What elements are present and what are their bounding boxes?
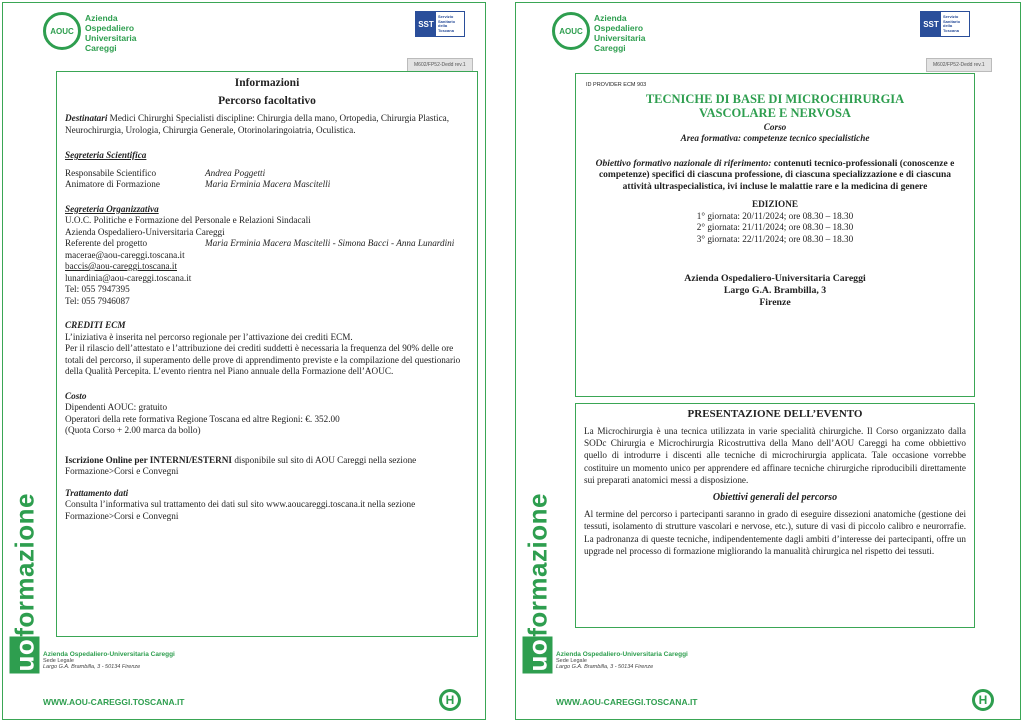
- venue-line: Firenze: [759, 297, 791, 308]
- sst-logo: [920, 11, 970, 37]
- org-line-2: Azienda Ospedaliero-Universitaria Careggi: [65, 226, 225, 237]
- course-area: Area formativa: competenze tecnico specialistiche: [680, 133, 870, 143]
- objectives-heading: Obiettivi generali del percorso: [712, 491, 838, 503]
- info-subtitle: Percorso facoltativo: [218, 94, 316, 107]
- footer-org-name: Azienda Ospedaliero-Universitaria Careggi: [43, 651, 175, 658]
- provider-id: ID PROVIDER ECM 903: [586, 82, 647, 88]
- sst-text: della: [943, 23, 953, 28]
- costo-heading: Costo: [65, 390, 87, 401]
- animatore-value: Maria Erminia Macera Mascitelli: [205, 179, 331, 189]
- sst-text: Servizio: [943, 14, 959, 19]
- destinatari-text: Medici Chirurghi Specialisti discipline: Chirurgia della mano, Ortopedia, Chirurgia Plastica, Neurochirurgia, Urologia, Chirurgia Generale, Otorinolaringoiatria, Oculistica.: [65, 113, 450, 135]
- doc-code: M602/FP52-Dedd rev.1: [407, 58, 473, 72]
- brand-formazione: formazione: [9, 493, 40, 637]
- logo-abbr: AOUC: [559, 26, 583, 36]
- brand-formazione: formazione: [522, 493, 553, 637]
- sst-text: Sanitario: [438, 18, 456, 24]
- course-kind: Corso: [763, 121, 787, 132]
- course-title-line-1: TECNICHE DI BASE DI MICROCHIRURGIA: [645, 91, 905, 106]
- crediti-ecm-heading: CREDITI ECM: [65, 320, 126, 330]
- venue-line: Largo G.A. Brambilla, 3: [723, 285, 827, 296]
- org-line: Universitaria: [594, 33, 646, 43]
- trattamento-dati-heading: Trattamento dati: [65, 487, 129, 498]
- sst-text: della: [438, 23, 448, 28]
- org-line: Careggi: [85, 43, 117, 53]
- ecm-paragraph-1: L’iniziativa è inserita nel percorso regionale per l’attivazione dei crediti ECM.: [65, 331, 353, 342]
- org-logo-text: [85, 13, 137, 53]
- footer-website-link[interactable]: WWW.AOU-CAREGGI.TOSCANA.IT: [43, 697, 185, 707]
- edition-day: 1° giornata: 20/11/2024; ore 08.30 – 18.30: [696, 210, 854, 221]
- sst-mark: SST: [921, 12, 941, 36]
- side-brand: [522, 459, 553, 689]
- org-line: Ospedaliero: [594, 23, 644, 33]
- iscrizione: [65, 455, 469, 478]
- hospital-h-logo: H: [439, 689, 461, 711]
- responsabile-key: Responsabile Scientifico: [65, 167, 157, 178]
- sst-logo: [415, 11, 465, 37]
- org-line: Universitaria: [85, 33, 137, 43]
- objective-label: Obiettivo formativo nazionale di riferimento:: [595, 158, 772, 169]
- hospital-h-logo: H: [972, 689, 994, 711]
- trattamento-dati-text: Consulta l’informativa sul trattamento dei dati sul sito www.aoucareggi.toscana.it nella sezione Formazione>Corsi e Convegni: [65, 499, 416, 521]
- destinatari-label: Destinatari: [65, 113, 108, 123]
- doc-code: M602/FP52-Dedd rev.1: [926, 58, 992, 72]
- aouc-logo: [43, 12, 81, 50]
- presentation-box: [575, 403, 975, 628]
- org-line: Azienda: [85, 13, 118, 23]
- email-link[interactable]: macerae@aou-careggi.toscana.it: [65, 249, 185, 260]
- sst-text: Toscana: [943, 27, 959, 33]
- footer-address: Largo G.A. Brambilla, 3 - 50134 Firenze: [43, 664, 141, 670]
- segreteria-scientifica-heading: Segreteria Scientifica: [65, 150, 147, 160]
- phone-number: Tel: 055 7946087: [65, 295, 130, 306]
- info-title: Informazioni: [234, 77, 300, 89]
- responsabile-value: Andrea Poggetti: [205, 167, 266, 178]
- sst-text: Sanitario: [943, 18, 961, 24]
- phone-number: Tel: 055 7947395: [65, 284, 130, 294]
- logo-abbr: AOUC: [50, 26, 74, 36]
- org-line: Careggi: [594, 43, 626, 53]
- side-brand: [9, 459, 40, 689]
- venue: [586, 273, 964, 309]
- email-link[interactable]: baccis@aou-careggi.toscana.it: [65, 261, 178, 271]
- sst-mark: SST: [416, 12, 436, 36]
- segreteria-organizzativa-heading: Segreteria Organizzativa: [65, 203, 159, 214]
- brand-uo: uo: [522, 638, 553, 672]
- animatore-row: [65, 179, 469, 191]
- costo-line: Dipendenti AOUC: gratuito: [65, 402, 168, 412]
- footer-sede: Sede Legale: [43, 658, 74, 664]
- responsabile-row: [65, 168, 469, 180]
- brand-uo: uo: [9, 638, 40, 672]
- costo-line: Operatori della rete formativa Regione Toscana ed altre Regioni: €. 352.00: [65, 413, 340, 424]
- course-title-line-2: VASCOLARE E NERVOSA: [699, 105, 851, 120]
- iscrizione-bold: Iscrizione Online per INTERNI/ESTERNI: [65, 454, 233, 465]
- course-objective: [586, 159, 964, 194]
- org-line: Ospedaliero: [85, 23, 135, 33]
- footer-org-name: Azienda Ospedaliero-Universitaria Careggi: [556, 651, 688, 658]
- footer-address: Largo G.A. Brambilla, 3 - 50134 Firenze: [556, 664, 654, 670]
- course-title-box: [575, 73, 975, 397]
- referente-row: [65, 238, 469, 250]
- presentation-title: PRESENTAZIONE DELL’EVENTO: [687, 408, 863, 420]
- animatore-key: Animatore di Formazione: [65, 179, 160, 189]
- edition-day: 2° giornata: 21/11/2024; ore 08.30 – 18.30: [696, 222, 854, 232]
- iscrizione-text: disponibile sul sito di AOU Careggi nella sezione Formazione>Corsi e Convegni: [65, 454, 417, 476]
- sst-text: Servizio: [438, 14, 454, 19]
- objective-text: contenuti tecnico-professionali (conoscenze e competenze) specifici di ciascuna professione, di ciascuna specializzazione e di ciascuna attività ultraspecialistica, ivi incluse le malattie rare e la medicina di genere: [598, 158, 955, 192]
- aouc-logo: [552, 12, 590, 50]
- referente-key: Referente del progetto: [65, 238, 148, 248]
- sst-text: Toscana: [438, 27, 454, 33]
- referente-value: Maria Erminia Macera Mascitelli - Simona Bacci - Anna Lunardini: [205, 238, 455, 248]
- edition-day: 3° giornata: 22/11/2024; ore 08.30 – 18.30: [696, 233, 854, 244]
- footer: [43, 651, 463, 711]
- org-line-1: U.O.C. Politiche e Formazione del Personale e Relazioni Sindacali: [65, 215, 311, 225]
- edition-heading: EDIZIONE: [752, 199, 798, 209]
- footer-sede: Sede Legale: [556, 658, 587, 664]
- venue-line: Azienda Ospedaliero-Universitaria Careggi: [684, 273, 866, 284]
- org-line: Azienda: [594, 13, 627, 23]
- presentation-paragraph: La Microchirurgia è una tecnica utilizzata in varie specialità chirurgiche. Il Corso organizzato dalla SODc Chirurgia e Microchirurgia Ricostruttiva della Mano dell’AOU Careggi ha come obbiettivo quello di introdurre i discenti alle tecniche di microchirurgia applicata. Tale occasione vorrebbe costituire un momento unico per apprendere ed affinare tecniche chirurgiche riproducibili direttamente sui preparati anatomici messi a disposizione.: [584, 425, 966, 486]
- destinatari: [65, 113, 469, 136]
- footer-website-link[interactable]: WWW.AOU-CAREGGI.TOSCANA.IT: [556, 697, 698, 707]
- email-link[interactable]: lunardinia@aou-careggi.toscana.it: [65, 272, 192, 283]
- info-box: [56, 71, 478, 637]
- objectives-paragraph: Al termine del percorso i partecipanti saranno in grado di eseguire dissezioni anatomiche (gestione dei tessuti, isolamento di strutture vascolari e nervose, etc.), suture di vasi di piccolo calibro e neurorrafie. La padronanza di queste tecniche, indipendentemente dagli ambiti d’interesse dei partecipanti, offre un upgrade nel processo di formazione migliorando la manualità chirurgica nel rispetto dei tessuti.: [584, 509, 966, 557]
- footer: [556, 651, 996, 711]
- costo-line: (Quota Corso + 2.00 marca da bollo): [65, 425, 201, 435]
- org-logo-text: [594, 13, 646, 53]
- ecm-paragraph-2: Per il rilascio dell’attestato e l’attribuzione dei crediti suddetti è necessaria la frequenza del 90% delle ore totali del percorso, il superamento delle prove di apprendimento previste e la compilazione del questionario della Qualità Percepita. L’evento rientra nel Piano annuale della Formazione dell’AOUC.: [65, 343, 461, 376]
